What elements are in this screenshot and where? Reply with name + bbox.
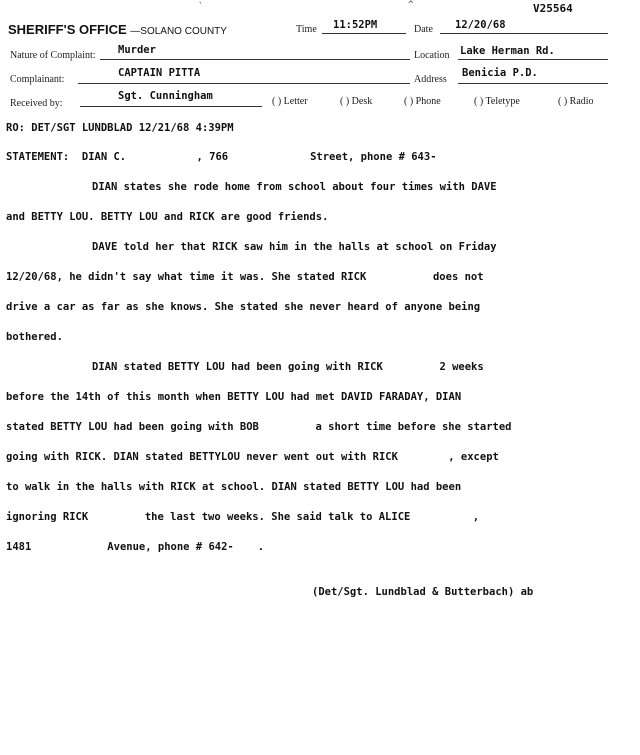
address-value: Benicia P.D. (462, 67, 538, 79)
statement-label: STATEMENT: (6, 151, 70, 163)
complaint-value: Murder (118, 44, 156, 56)
location-value: Lake Herman Rd. (460, 45, 555, 57)
time-underline (322, 33, 406, 34)
date-underline (440, 33, 608, 34)
county: —SOLANO COUNTY (130, 26, 227, 37)
statement-house-number: 766 (209, 151, 229, 163)
scan-caret: ^ (408, 0, 414, 10)
ro-line: RO: DET/SGT LUNDBLAD 12/21/68 4:39PM (6, 122, 234, 134)
signature-line: (Det/Sgt. Lundblad & Butterbach) ab (312, 586, 534, 598)
received-value: Sgt. Cunningham (118, 90, 213, 102)
statement-body (6, 172, 636, 562)
complainant-value: CAPTAIN PITTA (118, 67, 201, 79)
date-label: Date (414, 24, 433, 35)
option-phone: ( ) Phone (404, 96, 441, 107)
address-label: Address (414, 74, 447, 85)
option-desk: ( ) Desk (340, 96, 373, 107)
statement-line: STATEMENT: DIAN C. , 766 Street, phone # 643- (6, 151, 437, 163)
body-line: before the 14th of this month when BETTY LOU had met DAVID FARADAY, DIAN (6, 391, 462, 403)
date-value: 12/20/68 (455, 19, 506, 31)
redaction (31, 542, 107, 550)
scan-mark: ` (198, 2, 204, 12)
time-label: Time (296, 24, 317, 35)
redaction (373, 272, 427, 280)
complainant-underline (78, 83, 410, 84)
received-underline (80, 106, 262, 107)
location-underline (458, 59, 608, 60)
body-line: 1481 Avenue, phone # 642- . (6, 541, 265, 553)
received-label: Received by: (10, 98, 63, 109)
complaint-label: Nature of Complaint: (10, 50, 96, 61)
statement-street: Street, phone # 643- (310, 151, 437, 163)
redaction (234, 542, 258, 550)
body-line: stated BETTY LOU had been going with BOB a short time before she started (6, 421, 512, 433)
case-number: V25564 (533, 2, 573, 15)
address-underline (458, 83, 608, 84)
option-radio: ( ) Radio (558, 96, 594, 107)
statement-name: DIAN C. (81, 151, 127, 163)
redaction (95, 512, 139, 520)
body-line: and BETTY LOU. BETTY LOU and RICK are good friends. (6, 211, 329, 223)
office-title: SHERIFF'S OFFICE —SOLANO COUNTY (8, 22, 227, 37)
option-teletype: ( ) Teletype (474, 96, 520, 107)
body-line: bothered. (6, 331, 63, 343)
redaction (404, 452, 448, 460)
body-line: drive a car as far as she knows. She stated she never heard of anyone being (6, 301, 481, 313)
body-line: 12/20/68, he didn't say what time it was. She stated RICK does not (6, 271, 484, 283)
body-line: DIAN stated BETTY LOU had been going with RICK 2 weeks (92, 361, 484, 373)
time-value: 11:52PM (333, 19, 378, 31)
redaction (132, 152, 196, 160)
redaction (417, 512, 473, 520)
complainant-label: Complainant: (10, 74, 65, 85)
redaction (228, 152, 310, 160)
redaction (265, 422, 309, 430)
body-line: going with RICK. DIAN stated BETTYLOU never went out with RICK , except (6, 451, 499, 463)
body-line: ignoring RICK the last two weeks. She said talk to ALICE , (6, 511, 480, 523)
location-label: Location (414, 50, 450, 61)
complaint-underline (100, 59, 410, 60)
body-line: DIAN states she rode home from school about four times with DAVE (92, 181, 497, 193)
body-line: to walk in the halls with RICK at school. DIAN stated BETTY LOU had been (6, 481, 462, 493)
option-letter: ( ) Letter (272, 96, 308, 107)
body-line: DAVE told her that RICK saw him in the halls at school on Friday (92, 241, 497, 253)
redaction (389, 362, 433, 370)
